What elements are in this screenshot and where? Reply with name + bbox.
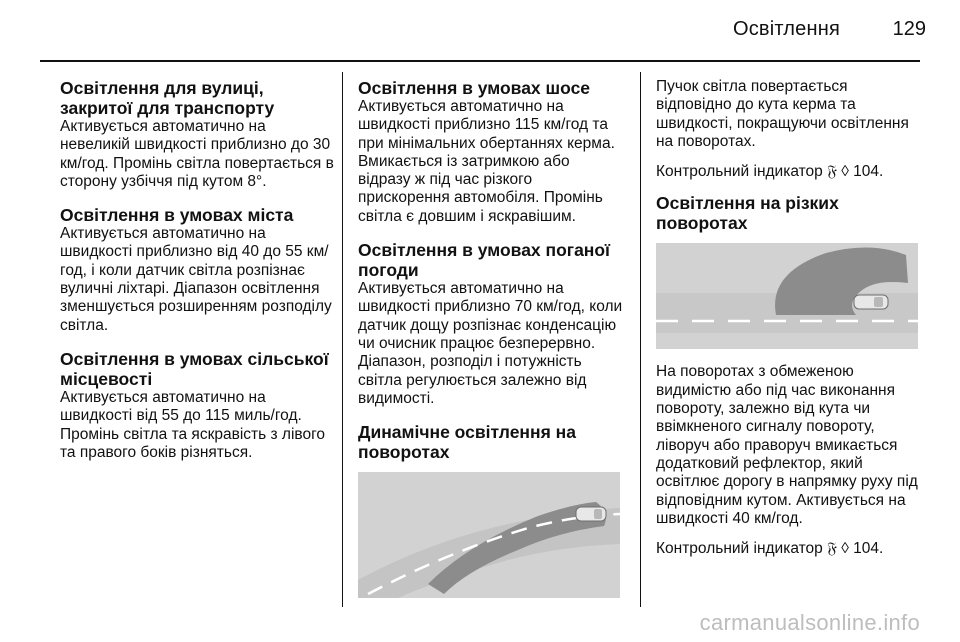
indicator-reference: Контрольний індикатор 𝔉 ◊ 104. xyxy=(656,163,884,181)
section-body: Активується автоматично на швидкості приблизно від 40 до 55 км/год, і коли датчик світла розпізнає вуличні ліхтарі. Діапазон освітлення зменшується розширенням розподілу світла. xyxy=(60,225,332,334)
section-heading: Освітлення в умовах міста xyxy=(60,205,294,226)
section-body: Активується автоматично на швидкості приблизно 115 км/год та при мінімальних обертаннях керма. Вмикається із затримкою або відразу ж під час різкого прискорення автомобіля. Промінь світла є довшим і яскравішим. xyxy=(358,98,615,225)
column-1 xyxy=(60,78,335,476)
section-sharp-turns xyxy=(656,193,926,349)
section-heading: Освітлення в умовах поганої погоди xyxy=(358,240,610,281)
section-body: Активується автоматично на швидкості приблизно 70 км/год, коли датчик дощу розпізнає конденсацію чи очисник працює безперервно. Діапазон, розподіл і потужність світла регулюється залежно від видимості. xyxy=(358,280,623,407)
section-heading: Освітлення в умовах сільської місцевості xyxy=(60,348,329,389)
section-closed-street xyxy=(60,78,335,191)
section-body: Активується автоматично на невеликій швидкості приблизно до 30 км/год. Промінь світла повертається в сторону узбіччя під кутом 8°. xyxy=(60,118,334,190)
page-number: 129 xyxy=(892,18,926,40)
column-divider-2 xyxy=(640,72,641,607)
dynamic-cornering-illustration xyxy=(358,472,620,598)
paragraph-beam-rotation: Пучок світла повертається відповідно до кута керма та швидкості, покращуючи освітлення на поворотах. xyxy=(656,78,909,150)
section-city xyxy=(60,205,335,335)
column-3 xyxy=(656,78,926,570)
sharp-turn-illustration xyxy=(656,243,918,349)
section-heading: Освітлення на різких поворотах xyxy=(656,193,839,234)
section-bad-weather xyxy=(358,240,626,408)
section-body: Активується автоматично на швидкості від 55 до 115 миль/год. Промінь світла та яскравість з лівого та правого боків різняться. xyxy=(60,388,326,461)
indicator-reference: Контрольний індикатор 𝔉 ◊ 104. xyxy=(656,540,884,558)
section-countryside xyxy=(60,349,335,462)
section-heading: Освітлення для вулиці, закритої для транспорту xyxy=(60,78,275,118)
section-heading: Освітлення в умовах шосе xyxy=(358,78,591,98)
column-divider-1 xyxy=(342,72,343,607)
header-rule xyxy=(40,60,920,62)
section-heading: Динамічне освітлення на поворотах xyxy=(358,422,576,463)
header-title: Освітлення xyxy=(732,18,840,40)
column-2 xyxy=(358,78,626,612)
section-highway xyxy=(358,78,626,226)
section-dynamic-cornering xyxy=(358,422,626,598)
paragraph-additional-reflector: На поворотах з обмеженою видимістю або під час виконання повороту, залежно від кута чи ввімкненого сигналу повороту, ліворуч або праворуч вмикається додатковий рефлектор, який освітлює дорогу в напрямку руху під відповідним кутом. Активується на швидкості 40 км/год. xyxy=(656,363,918,527)
watermark: carmanualsonline.info xyxy=(699,610,920,635)
